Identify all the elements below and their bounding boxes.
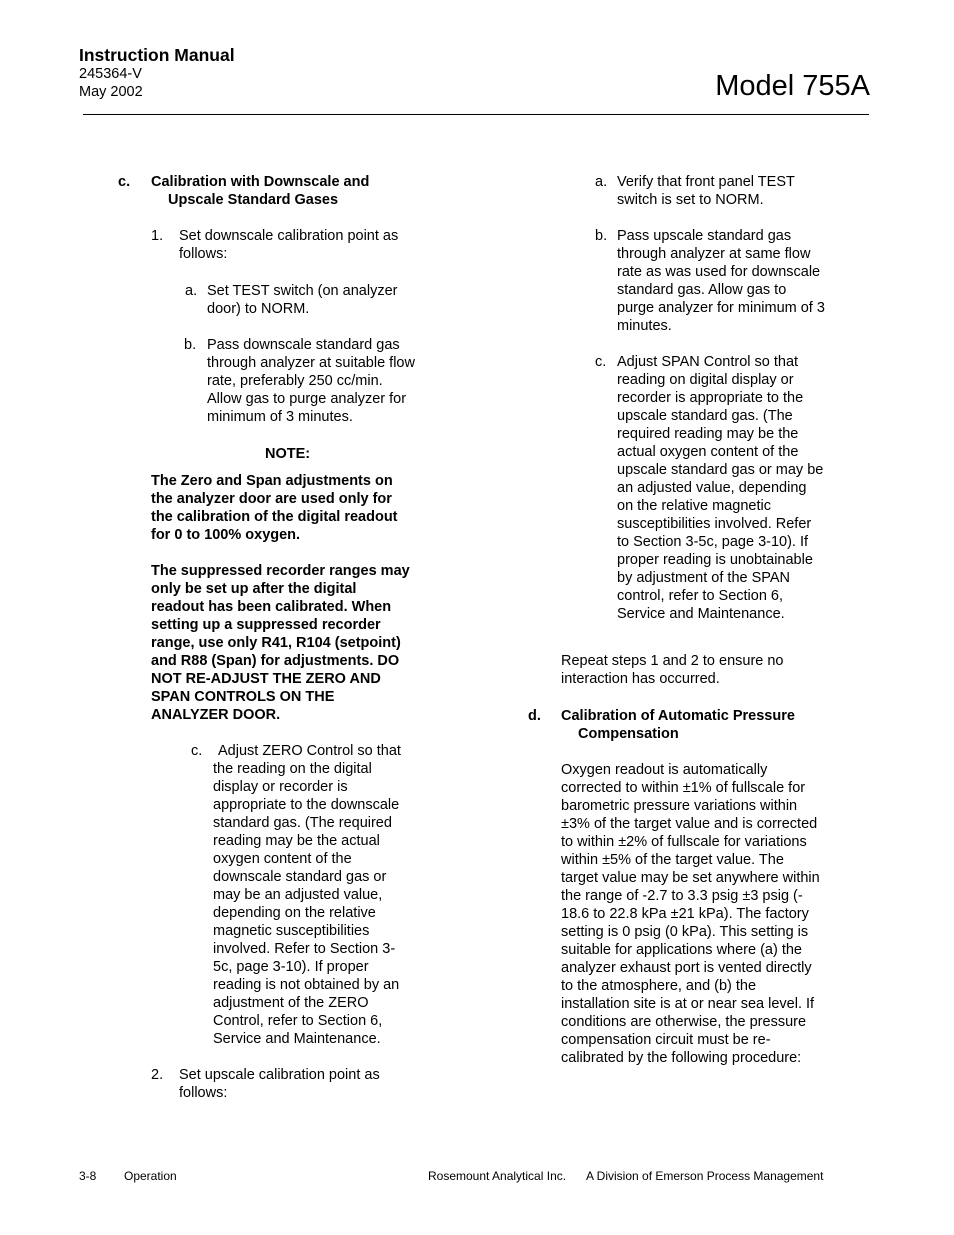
step2c-text xyxy=(617,353,823,623)
text-line: The suppressed recorder ranges may xyxy=(151,563,410,579)
step2-text-line2: follows: xyxy=(179,1085,228,1101)
section-d-title-line1: Calibration of Automatic Pressure xyxy=(561,708,795,724)
text-line: purge analyzer for minimum of 3 xyxy=(617,300,825,316)
step2b-text xyxy=(617,227,825,335)
text-line: conditions are otherwise, the pressure xyxy=(561,1014,807,1030)
text-line: installation site is at or near sea level. If xyxy=(561,996,815,1012)
text-line: through analyzer at suitable flow xyxy=(207,355,415,371)
text-line: corrected to within ±1% of fullscale for xyxy=(561,780,806,796)
text-line: ±3% of the target value and is corrected xyxy=(561,816,818,832)
text-line: Allow gas to purge analyzer for xyxy=(207,391,407,407)
text-line: ANALYZER DOOR. xyxy=(151,707,281,723)
text-line: susceptibilities involved. Refer xyxy=(617,516,812,532)
step1c-text xyxy=(213,742,401,1048)
document-number: 245364-V xyxy=(79,66,142,82)
model-name: Model 755A xyxy=(715,70,870,102)
text-line: 5c, page 3-10). If proper xyxy=(213,959,369,975)
text-line: the analyzer door are used only for xyxy=(151,491,392,507)
text-line: proper reading is unobtainable xyxy=(617,552,813,568)
text-line: minutes. xyxy=(617,318,672,334)
section-c-title-line1: Calibration with Downscale and xyxy=(151,174,370,190)
text-line: rate, preferably 250 cc/min. xyxy=(207,373,383,389)
text-line: interaction has occurred. xyxy=(561,671,720,687)
text-line: compensation circuit must be re- xyxy=(561,1032,771,1048)
text-line: target value may be set anywhere within xyxy=(561,870,820,886)
text-line: Oxygen readout is automatically xyxy=(561,762,768,778)
text-line: control, refer to Section 6, xyxy=(617,588,784,604)
text-line: switch is set to NORM. xyxy=(617,192,764,208)
text-line: barometric pressure variations within xyxy=(561,798,798,814)
text-line: minimum of 3 minutes. xyxy=(207,409,353,425)
note-title: NOTE: xyxy=(265,446,311,462)
text-line: Adjust SPAN Control so that xyxy=(617,354,799,370)
section-d-paragraph xyxy=(561,761,820,1067)
text-line: required reading may be the xyxy=(617,426,799,442)
text-line: Adjust ZERO Control so that xyxy=(218,743,401,759)
step1a-text-line1: Set TEST switch (on analyzer xyxy=(207,283,398,299)
repeat-paragraph xyxy=(561,652,784,688)
step1b-label: b. xyxy=(184,337,197,353)
text-line: setting up a suppressed recorder xyxy=(151,617,381,633)
step2a-label: a. xyxy=(595,174,608,190)
text-line: and R88 (Span) for adjustments. DO xyxy=(151,653,400,669)
text-line: actual oxygen content of the xyxy=(617,444,799,460)
text-line: Repeat steps 1 and 2 to ensure no xyxy=(561,653,784,669)
text-line: for 0 to 100% oxygen. xyxy=(151,527,301,543)
text-line: SPAN CONTROLS ON THE xyxy=(151,689,335,705)
text-line: reading on digital display or xyxy=(617,372,794,388)
text-line: downscale standard gas or xyxy=(213,869,387,885)
step1a-text-line2: door) to NORM. xyxy=(207,301,310,317)
text-line: oxygen content of the xyxy=(213,851,352,867)
step1c-label: c. xyxy=(191,743,203,759)
step1-text-line1: Set downscale calibration point as xyxy=(179,228,399,244)
text-line: Verify that front panel TEST xyxy=(617,174,795,190)
step1-number: 1. xyxy=(151,228,164,244)
text-line: standard gas. Allow gas to xyxy=(617,282,787,298)
text-line: 18.6 to 22.8 kPa ±21 kPa). The factory xyxy=(561,906,809,922)
step2a-text xyxy=(617,173,795,209)
text-line: rate as was used for downscale xyxy=(617,264,821,280)
text-line: reading is not obtained by an xyxy=(213,977,400,993)
section-c-label: c. xyxy=(118,174,131,190)
text-line: magnetic susceptibilities xyxy=(213,923,370,939)
section-c-title-line2: Upscale Standard Gases xyxy=(168,192,339,208)
footer-company: Rosemount Analytical Inc. xyxy=(428,1169,567,1183)
footer-section: Operation xyxy=(124,1169,177,1183)
text-line: NOT RE-ADJUST THE ZERO AND xyxy=(151,671,381,687)
text-line: calibrated by the following procedure: xyxy=(561,1050,802,1066)
text-line: only be set up after the digital xyxy=(151,581,357,597)
text-line: to within ±2% of fullscale for variations xyxy=(561,834,807,850)
text-line: may be an adjusted value, xyxy=(213,887,383,903)
header-rule xyxy=(83,114,869,115)
step2-number: 2. xyxy=(151,1067,164,1083)
text-line: appropriate to the downscale xyxy=(213,797,400,813)
text-line: the calibration of the digital readout xyxy=(151,509,398,525)
text-line: Service and Maintenance. xyxy=(617,606,785,622)
text-line: the reading on the digital xyxy=(213,761,372,777)
text-line: upscale standard gas or may be xyxy=(617,462,824,478)
text-line: setting is 0 psig (0 kPa). This setting is xyxy=(561,924,809,940)
text-line: within ±5% of the target value. The xyxy=(561,852,784,868)
text-line: range, use only R41, R104 (setpoint) xyxy=(151,635,401,651)
step1a-label: a. xyxy=(185,283,198,299)
text-line: to Section 3-5c, page 3-10). If xyxy=(617,534,809,550)
text-line: depending on the relative xyxy=(213,905,376,921)
text-line: by adjustment of the SPAN xyxy=(617,570,791,586)
manual-title: Instruction Manual xyxy=(79,45,235,65)
step1-text-line2: follows: xyxy=(179,246,228,262)
text-line: through analyzer at same flow xyxy=(617,246,811,262)
section-d-label: d. xyxy=(528,708,541,724)
note-paragraph-2 xyxy=(151,562,410,724)
text-line: standard gas. (The required xyxy=(213,815,392,831)
step2-text-line1: Set upscale calibration point as xyxy=(179,1067,380,1083)
text-line: display or recorder is xyxy=(213,779,348,795)
text-line: to the atmosphere, and (b) the xyxy=(561,978,757,994)
text-line: involved. Refer to Section 3- xyxy=(213,941,396,957)
text-line: suitable for applications where (a) the xyxy=(561,942,802,958)
text-line: Service and Maintenance. xyxy=(213,1031,381,1047)
step1b-text xyxy=(207,336,415,426)
step2c-label: c. xyxy=(595,354,607,370)
text-line: recorder is appropriate to the xyxy=(617,390,804,406)
text-line: Pass upscale standard gas xyxy=(617,228,792,244)
text-line: upscale standard gas. (The xyxy=(617,408,793,424)
document-date: May 2002 xyxy=(79,84,143,100)
text-line: analyzer exhaust port is vented directly xyxy=(561,960,812,976)
text-line: on the relative magnetic xyxy=(617,498,771,514)
text-line: reading may be the actual xyxy=(213,833,380,849)
text-line: The Zero and Span adjustments on xyxy=(151,473,393,489)
footer-division: A Division of Emerson Process Management xyxy=(586,1169,824,1183)
text-line: an adjusted value, depending xyxy=(617,480,807,496)
text-line: readout has been calibrated. When xyxy=(151,599,392,615)
footer-page-number: 3-8 xyxy=(79,1169,97,1183)
note-paragraph-1 xyxy=(151,472,398,544)
text-line: Pass downscale standard gas xyxy=(207,337,400,353)
text-line: Control, refer to Section 6, xyxy=(213,1013,383,1029)
text-line: adjustment of the ZERO xyxy=(213,995,369,1011)
section-d-title-line2: Compensation xyxy=(578,726,679,742)
step2b-label: b. xyxy=(595,228,608,244)
text-line: the range of -2.7 to 3.3 psig ±3 psig (- xyxy=(561,888,803,904)
